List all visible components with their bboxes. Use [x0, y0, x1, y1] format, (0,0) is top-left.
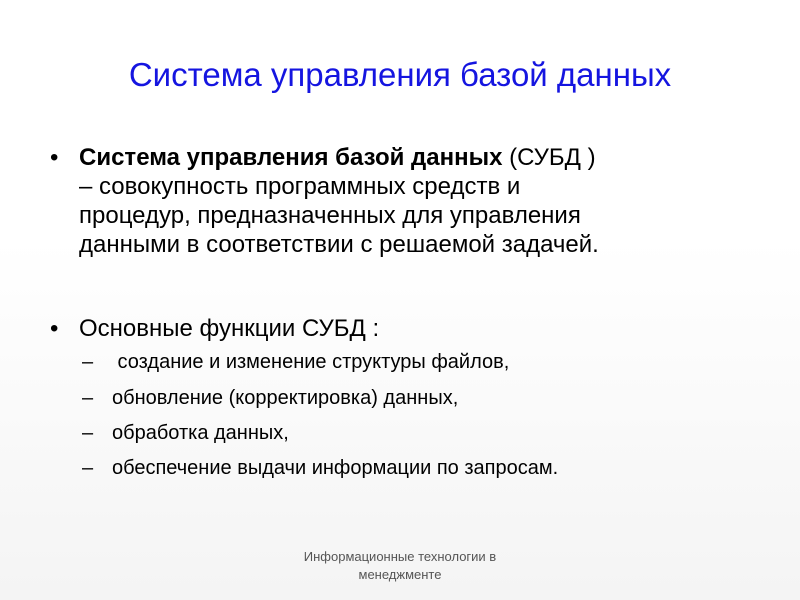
dash-marker: – — [82, 351, 94, 373]
bullet-marker: • — [50, 315, 59, 342]
function-item — [82, 456, 558, 480]
function-item-text: обработка данных, — [112, 422, 289, 444]
function-item — [82, 421, 289, 445]
definition-bullet — [79, 143, 779, 259]
function-item — [82, 386, 458, 410]
definition-line-1 — [79, 143, 779, 172]
footer-line-1: Информационные технологии в — [303, 549, 497, 564]
function-item-text: обновление (корректировка) данных, — [112, 387, 459, 409]
slide-title: Система управления базой данных — [128, 56, 672, 93]
definition-line-4: данными в соответствии с решаемой задачей. — [79, 231, 599, 258]
functions-heading: Основные функции СУБД : — [79, 315, 380, 342]
slide-footer — [250, 548, 550, 584]
definition-term: Система управления базой данных — [79, 144, 503, 171]
bullet-marker: • — [50, 144, 59, 171]
function-item-text: обеспечение выдачи информации по запросам. — [112, 457, 559, 479]
function-item — [82, 350, 509, 374]
dash-marker: – — [82, 457, 94, 479]
definition-line-3: процедур, предназначенных для управления — [79, 202, 581, 229]
dash-marker: – — [82, 387, 94, 409]
definition-line-2: – совокупность программных средств и — [79, 173, 521, 200]
function-item-text: создание и изменение структуры файлов, — [112, 351, 510, 373]
footer-line-2: менеджменте — [358, 567, 442, 582]
dash-marker: – — [82, 422, 94, 444]
definition-abbr: (СУБД ) — [502, 144, 596, 171]
